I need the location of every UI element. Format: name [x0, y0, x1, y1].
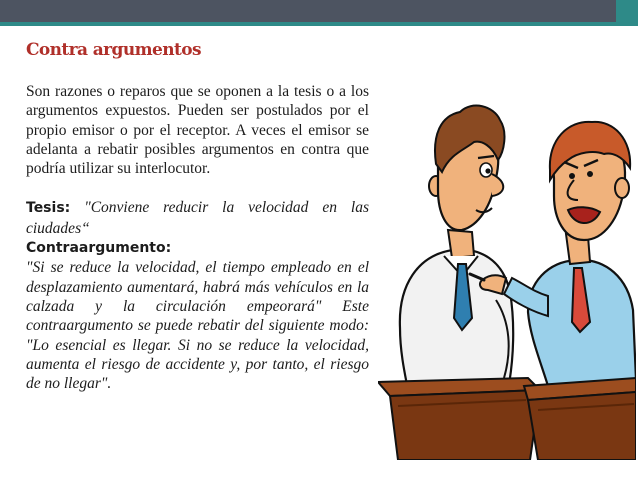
- contraargumento-label: Contraargumento:: [26, 240, 172, 257]
- two-men-arguing-illustration: [378, 60, 636, 460]
- contraargumento-text: "Si se reduce la velocidad, el tiempo empleado en el desplazamiento aumentará, habrá más vehículos en la calzada y la circulación empeorará" Este contraargumento se puede rebatir del siguiente modo: "Lo esencial es llegar. Si no se reduce la velocidad, aumenta el riesgo de accidente y, por tanto, el riesgo de no llegar".: [26, 259, 369, 393]
- header-corner-block: [616, 0, 638, 22]
- slide-title: Contra argumentos: [26, 40, 201, 60]
- contraargumento-label-line: [26, 238, 369, 258]
- tesis-paragraph: [26, 198, 369, 238]
- slide-header-bar: [0, 0, 638, 26]
- right-lectern: [524, 378, 636, 460]
- contraargumento-paragraph: [26, 258, 369, 393]
- tesis-text: "Conviene reducir la velocidad en las ciudades“: [26, 199, 369, 237]
- left-man-figure: [400, 106, 513, 390]
- tesis-label: Tesis:: [26, 200, 71, 217]
- left-lectern: [378, 378, 540, 460]
- header-teal-line: [0, 22, 638, 26]
- slide-body: [26, 82, 369, 393]
- header-dark-strip: [0, 0, 638, 22]
- definition-paragraph: Son razones o reparos que se oponen a la tesis o a los argumentos expuestos. Pueden ser postulados por el propio emisor o por el receptor. A veces el emisor se adelanta a rebatir posibles argumentos en contra que podría utilizar su interlocutor.: [26, 83, 369, 178]
